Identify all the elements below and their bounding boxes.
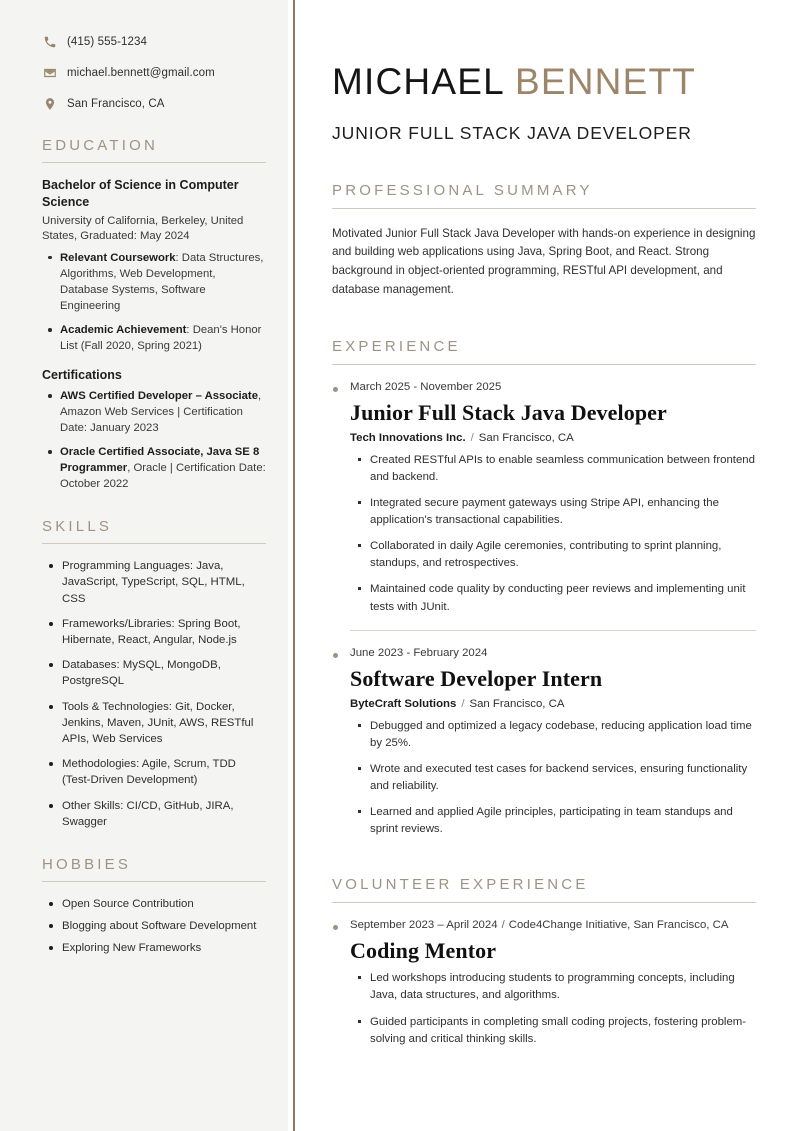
- entry-bullet-icon: [333, 925, 338, 930]
- header-job-title: JUNIOR FULL STACK JAVA DEVELOPER: [332, 122, 692, 143]
- entry-bullets: [350, 452, 756, 616]
- entry-separator: [350, 630, 756, 631]
- separator: /: [501, 919, 505, 932]
- certification-text: , Amazon Web Services | Certification Date: January 2023: [60, 390, 262, 435]
- list-item: Blogging about Software Development: [62, 918, 266, 935]
- contact-phone: [42, 34, 266, 49]
- contact-email: [42, 65, 266, 80]
- last-name: BENNETT: [515, 61, 697, 102]
- list-item: [60, 250, 266, 314]
- entry-location: San Francisco, CA: [469, 697, 565, 710]
- volunteer-entry: [332, 919, 756, 1047]
- entry-organization: Code4Change Initiative, San Francisco, CA: [508, 919, 729, 932]
- entry-role: Junior Full Stack Java Developer: [350, 399, 667, 425]
- list-item: [60, 444, 266, 492]
- first-name: MICHAEL: [332, 61, 504, 102]
- list-item: Exploring New Frameworks: [62, 940, 266, 957]
- list-item: Tools & Technologies: Git, Docker, Jenkins, Maven, JUnit, AWS, RESTful APIs, Web Services: [62, 699, 266, 748]
- education-degree: Bachelor of Science in Computer Science: [42, 178, 239, 209]
- list-item: Programming Languages: Java, JavaScript, TypeScript, SQL, HTML, CSS: [62, 558, 266, 607]
- entry-date: September 2023 – April 2024: [350, 919, 498, 932]
- list-item: Methodologies: Agile, Scrum, TDD (Test-Driven Development): [62, 756, 266, 788]
- detail-text: : Data Structures, Algorithms, Web Development, Database Systems, Software Engineering: [60, 251, 264, 312]
- experience-entry: [332, 647, 756, 839]
- list-item: Other Skills: CI/CD, GitHub, JIRA, Swagger: [62, 798, 266, 830]
- contact-location: [42, 96, 266, 111]
- entry-company-line: [350, 432, 756, 444]
- heading-rule: [42, 162, 266, 163]
- entry-location: San Francisco, CA: [478, 431, 574, 444]
- section-heading-education: EDUCATION: [42, 137, 159, 154]
- entry-role: Coding Mentor: [350, 938, 497, 964]
- certification-label: Oracle Certified Associate, Java SE 8 Programmer: [60, 446, 260, 475]
- summary-text: Motivated Junior Full Stack Java Developer with hands-on experience in designing and building web applications using Java, Spring Boot, and React. Strong background in object-oriented programming, RESTful API development, and database management.: [332, 226, 756, 297]
- separator: /: [470, 431, 474, 444]
- page-title: [332, 62, 756, 103]
- section-heading-hobbies: HOBBIES: [42, 855, 132, 873]
- map-pin-icon: [42, 96, 57, 111]
- list-item: Created RESTful APIs to enable seamless communication between frontend and backend.: [370, 452, 756, 486]
- education-details-list: [42, 250, 266, 354]
- sidebar: [0, 0, 288, 1131]
- section-heading-volunteer: VOLUNTEER EXPERIENCE: [332, 876, 589, 894]
- entry-role: Software Developer Intern: [350, 665, 603, 691]
- entry-company: ByteCraft Solutions: [350, 697, 457, 710]
- entry-bullet-icon: [333, 387, 338, 392]
- list-item: Learned and applied Agile principles, participating in team standups and sprint reviews.: [370, 804, 756, 838]
- entry-date: June 2023 - February 2024: [350, 646, 488, 659]
- detail-label: Academic Achievement: [60, 324, 187, 337]
- heading-rule: [332, 208, 756, 209]
- separator: /: [461, 697, 465, 710]
- entry-bullets: [350, 970, 756, 1047]
- list-item: Maintained code quality by conducting peer reviews and implementing unit tests with JUnit.: [370, 581, 756, 615]
- certification-label: AWS Certified Developer – Associate: [60, 390, 258, 403]
- entry-bullets: [350, 718, 756, 839]
- certifications-list: [42, 388, 266, 492]
- list-item: Open Source Contribution: [62, 896, 266, 913]
- list-item: [60, 388, 266, 436]
- heading-rule: [332, 902, 756, 903]
- section-heading-summary: PROFESSIONAL SUMMARY: [332, 181, 593, 199]
- main-column: [288, 0, 800, 1131]
- list-item: Guided participants in completing small coding projects, fostering problem-solving and critical thinking skills.: [370, 1014, 756, 1048]
- envelope-icon: [42, 65, 57, 80]
- entry-date-line: [350, 919, 756, 931]
- list-item: [60, 322, 266, 354]
- list-item: Integrated secure payment gateways using Stripe API, enhancing the application's transactional capabilities.: [370, 495, 756, 529]
- column-divider: [293, 0, 295, 1131]
- heading-rule: [42, 543, 266, 544]
- education-school: University of California, Berkeley, United States, Graduated: May 2024: [42, 214, 244, 243]
- list-item: Collaborated in daily Agile ceremonies, contributing to sprint planning, standups, and retrospectives.: [370, 538, 756, 572]
- entry-company: Tech Innovations Inc.: [350, 431, 466, 444]
- heading-rule: [332, 364, 756, 365]
- list-item: Debugged and optimized a legacy codebase, reducing application load time by 25%.: [370, 718, 756, 752]
- phone-icon: [42, 34, 57, 49]
- email-text: michael.bennett@gmail.com: [67, 66, 215, 79]
- section-heading-skills: SKILLS: [42, 518, 113, 536]
- experience-entry: [332, 381, 756, 616]
- phone-text: (415) 555-1234: [67, 35, 148, 48]
- list-item: Databases: MySQL, MongoDB, PostgreSQL: [62, 657, 266, 689]
- certifications-title: Certifications: [42, 368, 122, 383]
- list-item: Frameworks/Libraries: Spring Boot, Hibernate, React, Angular, Node.js: [62, 616, 266, 648]
- section-heading-experience: EXPERIENCE: [332, 337, 461, 355]
- detail-text: : Dean's Honor List (Fall 2020, Spring 2021): [60, 324, 262, 353]
- list-item: Led workshops introducing students to programming concepts, including Java, data structures, and algorithms.: [370, 970, 756, 1004]
- location-text: San Francisco, CA: [67, 97, 165, 110]
- heading-rule: [42, 881, 266, 882]
- entry-date: March 2025 - November 2025: [350, 380, 502, 393]
- certification-text: , Oracle | Certification Date: October 2022: [60, 462, 266, 491]
- list-item: Wrote and executed test cases for backend services, ensuring functionality and reliability.: [370, 761, 756, 795]
- entry-bullet-icon: [333, 653, 338, 658]
- detail-label: Relevant Coursework: [60, 251, 176, 264]
- skills-list: [42, 558, 266, 830]
- hobbies-list: [42, 896, 266, 957]
- entry-company-line: [350, 698, 756, 710]
